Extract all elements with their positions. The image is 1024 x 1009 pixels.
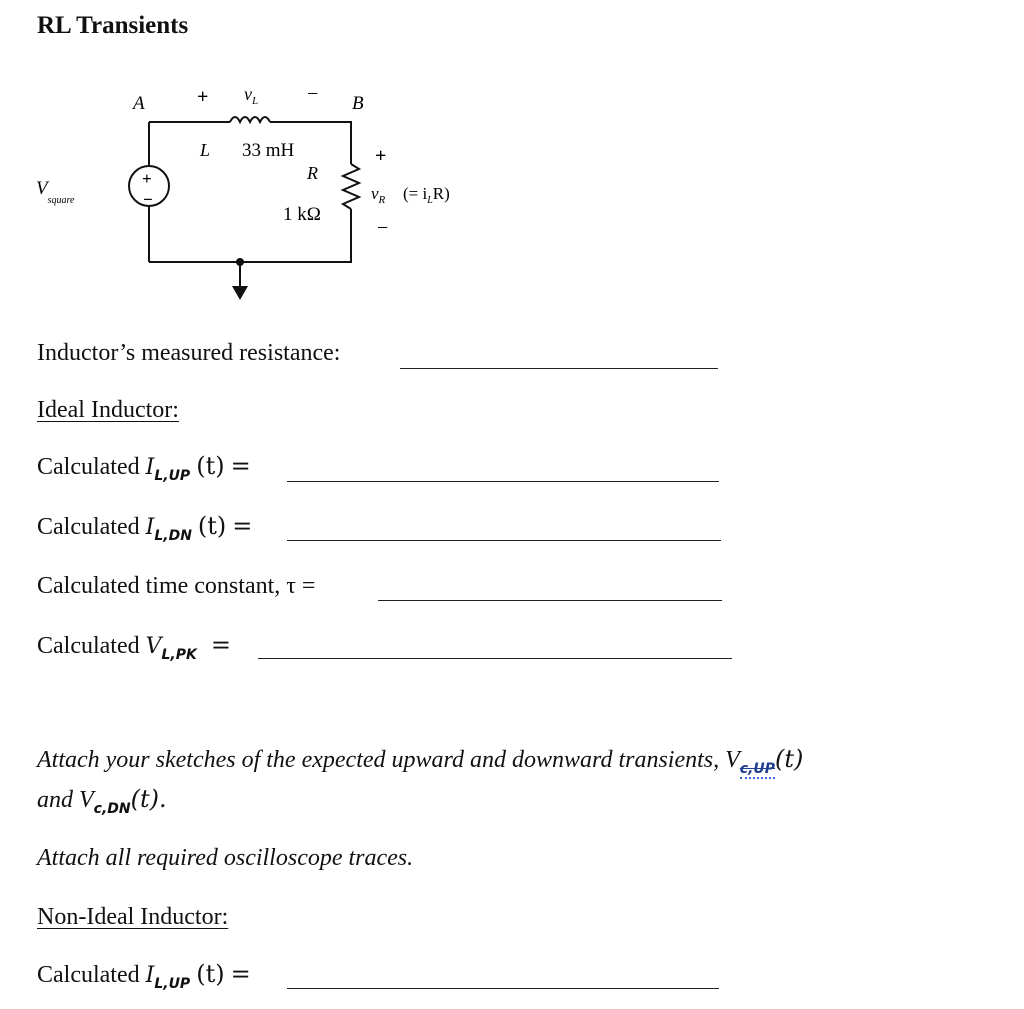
equals-sign: = bbox=[210, 631, 231, 659]
t-argument: (t) bbox=[196, 452, 225, 480]
source-v-label: $V_{square}$ bbox=[36, 178, 75, 206]
t-argument: (t) bbox=[197, 512, 227, 540]
resistor-r-label: R bbox=[307, 163, 318, 183]
resistor-value-label: 1 kΩ bbox=[283, 204, 321, 225]
ground-node-dot bbox=[236, 258, 244, 266]
il-up-subscript: L,UP bbox=[154, 468, 191, 484]
vl-pk-subscript: L,PK bbox=[161, 647, 197, 663]
calculated-word: Calculated bbox=[37, 962, 140, 988]
time-constant-label: Calculated time constant, τ = bbox=[37, 573, 316, 599]
i-symbol: I bbox=[145, 963, 155, 988]
vc-up-t-argument: (t) bbox=[775, 745, 804, 773]
i-symbol: I bbox=[145, 455, 155, 480]
vl-pk-line bbox=[37, 631, 231, 663]
attach-sketches-line2 bbox=[37, 785, 167, 817]
ideal-il-dn-blank[interactable] bbox=[287, 540, 721, 541]
vc-up-subscript: c,UP bbox=[739, 761, 776, 777]
ideal-il-dn-line bbox=[37, 512, 252, 544]
calculated-word: Calculated bbox=[37, 454, 140, 480]
vl-plus-label: + bbox=[197, 86, 209, 108]
il-dn-subscript: L,DN bbox=[154, 528, 192, 544]
equals-sign: = bbox=[230, 452, 251, 480]
inductor-symbol bbox=[230, 117, 270, 122]
vl-minus-label: − bbox=[307, 83, 319, 105]
calculated-word: Calculated bbox=[37, 633, 140, 659]
vr-note-label: (= $i_LR$) bbox=[403, 184, 450, 206]
equals-sign: = bbox=[230, 960, 251, 988]
vr-symbol-label: $v_R$ bbox=[371, 184, 386, 206]
ideal-inductor-heading: Ideal Inductor: bbox=[37, 397, 179, 423]
vc-dn-t-argument: (t). bbox=[130, 785, 167, 813]
source-minus-label: − bbox=[143, 190, 153, 209]
ideal-il-up-blank[interactable] bbox=[287, 481, 719, 482]
rl-circuit-diagram bbox=[30, 78, 510, 318]
ground-arrow-icon bbox=[232, 286, 248, 300]
nonideal-il-up-line bbox=[37, 960, 251, 992]
calculated-word: Calculated bbox=[37, 514, 140, 540]
resistor-symbol bbox=[343, 164, 359, 209]
attach-sketches-line1 bbox=[37, 745, 803, 777]
vr-minus-label: − bbox=[377, 217, 389, 239]
t-argument: (t) bbox=[196, 960, 225, 988]
vl-symbol-label: $v_L$ bbox=[244, 84, 259, 107]
attach-and-vc-text: and V bbox=[37, 787, 94, 813]
vc-dn-subscript: c,DN bbox=[93, 801, 131, 817]
equals-sign: = bbox=[232, 512, 253, 540]
attach-sketches-text: Attach your sketches of the expected upward and downward transients, V bbox=[37, 747, 740, 773]
ideal-il-up-line bbox=[37, 452, 251, 484]
source-plus-label: + bbox=[142, 169, 152, 188]
v-symbol: V bbox=[145, 634, 162, 659]
time-constant-blank[interactable] bbox=[378, 600, 722, 601]
vl-pk-blank[interactable] bbox=[258, 658, 732, 659]
measured-resistance-label: Inductor’s measured resistance: bbox=[37, 340, 341, 366]
node-b-label: B bbox=[352, 93, 364, 114]
inductor-l-label: L bbox=[200, 140, 211, 160]
il-up-subscript: L,UP bbox=[154, 976, 191, 992]
node-a-label: A bbox=[133, 93, 145, 114]
attach-traces-text: Attach all required oscilloscope traces. bbox=[37, 845, 414, 871]
non-ideal-inductor-heading: Non-Ideal Inductor: bbox=[37, 904, 229, 930]
measured-resistance-blank[interactable] bbox=[400, 368, 718, 369]
nonideal-il-up-blank[interactable] bbox=[287, 988, 719, 989]
inductor-value-label: 33 mH bbox=[242, 140, 295, 161]
page-title: RL Transients bbox=[37, 12, 189, 39]
vr-plus-label: + bbox=[375, 145, 387, 167]
i-symbol: I bbox=[145, 515, 155, 540]
